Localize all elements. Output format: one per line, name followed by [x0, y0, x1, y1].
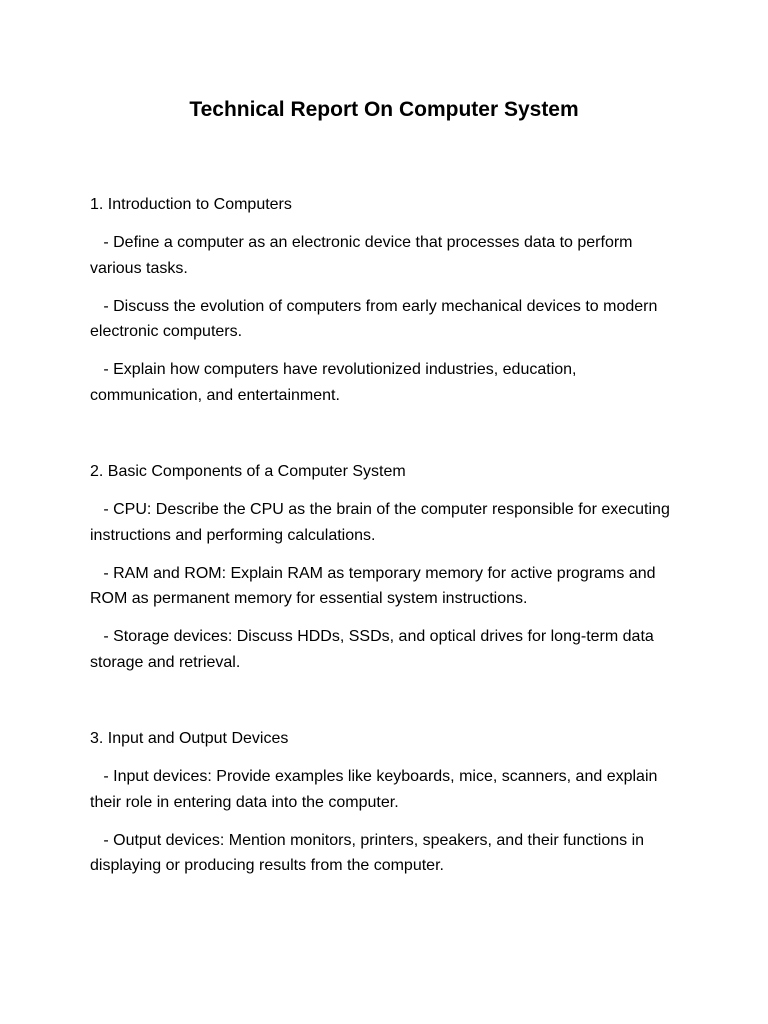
- section-introduction: [90, 192, 680, 408]
- bullet-item: - Storage devices: Discuss HDDs, SSDs, and optical drives for long-term data storage and retrieval.: [90, 628, 659, 671]
- bullet-item: - Output devices: Mention monitors, printers, speakers, and their functions in displaying or producing results from the computer.: [90, 831, 649, 874]
- section-basic-components: [90, 459, 680, 675]
- bullet-item: - Explain how computers have revolutionized industries, education, communication, and entertainment.: [90, 361, 581, 404]
- section-heading: 1. Introduction to Computers: [90, 196, 292, 213]
- bullet-item: - Define a computer as an electronic device that processes data to perform various tasks.: [90, 234, 637, 277]
- bullet-item: - Input devices: Provide examples like keyboards, mice, scanners, and explain their role in entering data into the computer.: [90, 768, 662, 811]
- bullet-item: - CPU: Describe the CPU as the brain of the computer responsible for executing instructions and performing calculations.: [90, 501, 675, 544]
- document-body: [90, 192, 680, 930]
- section-heading: 3. Input and Output Devices: [90, 730, 289, 747]
- section-heading: 2. Basic Components of a Computer System: [90, 463, 406, 480]
- section-input-output: [90, 726, 680, 879]
- bullet-item: - Discuss the evolution of computers from early mechanical devices to modern electronic computers.: [90, 297, 662, 340]
- bullet-item: - RAM and ROM: Explain RAM as temporary memory for active programs and ROM as permanent memory for essential system instructions.: [90, 564, 660, 607]
- page-title: Technical Report On Computer System: [189, 98, 579, 121]
